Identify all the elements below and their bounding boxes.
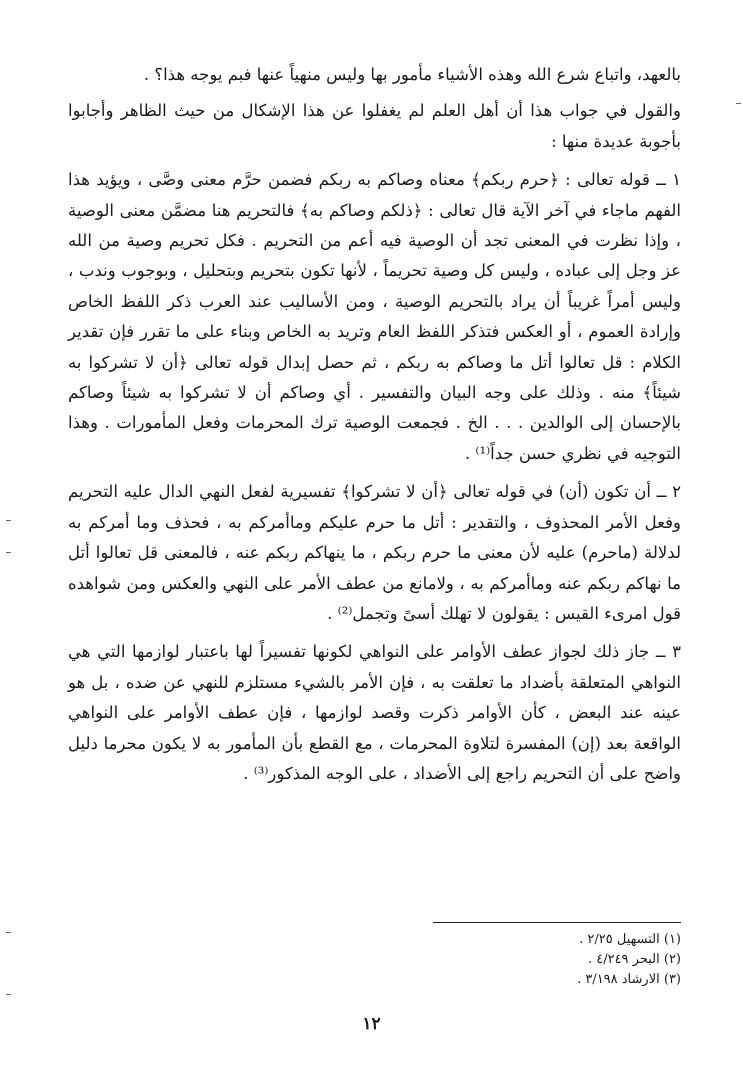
footnote-2: (٢) البحر ٤/٢٤٩ .: [587, 952, 681, 967]
margin-mark: [6, 552, 11, 553]
margin-mark: [6, 994, 11, 995]
footnote-3: (٣) الارشاد ٣/١٩٨ .: [577, 972, 681, 987]
paragraph-intro: بالعهد، واتباع شرع الله وهذه الأشياء مأمور بها وليس منهياً عنها فبم يوجه هذا؟ .: [143, 65, 681, 84]
paragraph-answer-intro: والقول في جواب هذا أن أهل العلم لم يغفلوا عن هذا الإشكال من حيث الظاهر وأجابوا بأجوبة عديدة منها :: [68, 101, 681, 151]
body-text: [68, 60, 681, 797]
page-number: ١٢: [362, 1014, 381, 1034]
margin-mark: [736, 103, 741, 104]
footnotes: [381, 930, 681, 990]
footnote-1: (١) التسهيل ٢/٢٥ .: [579, 932, 681, 947]
footnote-divider: [433, 922, 681, 923]
paragraph-point-2: ٢ ــ أن تكون (أن) في قوله تعالى ﴿أن لا تشركوا﴾ تفسيرية لفعل النهي الدال عليه التحريم وفعل الأمر المحذوف ، والتقدير : أتل ما حرم عليكم وماأمركم به ، فحذف وما أمركم به لدلالة (ماحرم) عليه لأن معنى ما حرم ربكم ، ما ينهاكم ربكم عنه ، فالمعنى قل تعالوا أتل ما نهاكم ربكم عنه وماأمركم به ، ولامانع من عطف الأمر على النهي والعكس ومن شواهده قول امرىء القيس : يقولون لا تهلك أسىً وتجمل⁽²⁾ .: [68, 482, 681, 623]
paragraph-point-3: ٣ ــ جاز ذلك لجواز عطف الأوامر على النواهي لكونها تفسيراً لها باعتبار لوازمها التي هي النواهي المتعلقة بأضداد ما تعلقت به ، فإن الأمر بالشيء مستلزم للنهي عن ضده ، بل هو عينه عند البعض ، كأن الأوامر ذكرت وقصد لوازمها ، فإن عطف الأوامر على النواهي الواقعة بعد (إن) المفسرة لتلاوة المحرمات ، مع القطع بأن المأمور به لا يكون محرما دليل واضح على أن التحريم راجع إلى الأضداد ، على الوجه المذكور⁽³⁾ .: [68, 642, 681, 783]
margin-mark: [6, 520, 11, 521]
paragraph-point-1: ١ ــ قوله تعالى : ﴿حرم ربكم﴾ معناه وصاكم به ربكم فضمن حرَّم معنى وصَّى ، ويؤيد هذا الفهم ماجاء في آخر الآية قال تعالى : ﴿ذلكم وصاكم به﴾ فالتحريم هنا مضمَّن معنى الوصية ، وإذا نظرت في المعنى تجد أن الوصية فيه أعم من التحريم . فكل تحريم وصية من الله عز وجل إلى عباده ، وليس كل وصية تحريماً ، لأنها تكون بتحريم وبتحليل ، وبوجوب وندب ، وليس أمراً غريباً أن يراد بالتحريم الوصية ، ومن الأساليب عند العرب ذكر اللفظ الخاص وإرادة العموم ، أو العكس فتذكر اللفظ العام وتريد به الخاص وبناء على ما تقرر فإن تقدير الكلام : قل تعالوا أتل ما وصاكم به ربكم ، ثم حصل إبدال قوله تعالى ﴿أن لا تشركوا به شيئاً﴾ منه . وذلك على وجه البيان والتفسير . أي وصاكم أن لا تشركوا به شيئاً وصاكم بالإحسان إلى الوالدين . . . الخ . فجمعت الوصية ترك المحرمات وفعل المأمورات . وهذا التوجيه في نظري حسن جداً⁽¹⁾ .: [68, 170, 681, 463]
margin-mark: [6, 932, 11, 933]
